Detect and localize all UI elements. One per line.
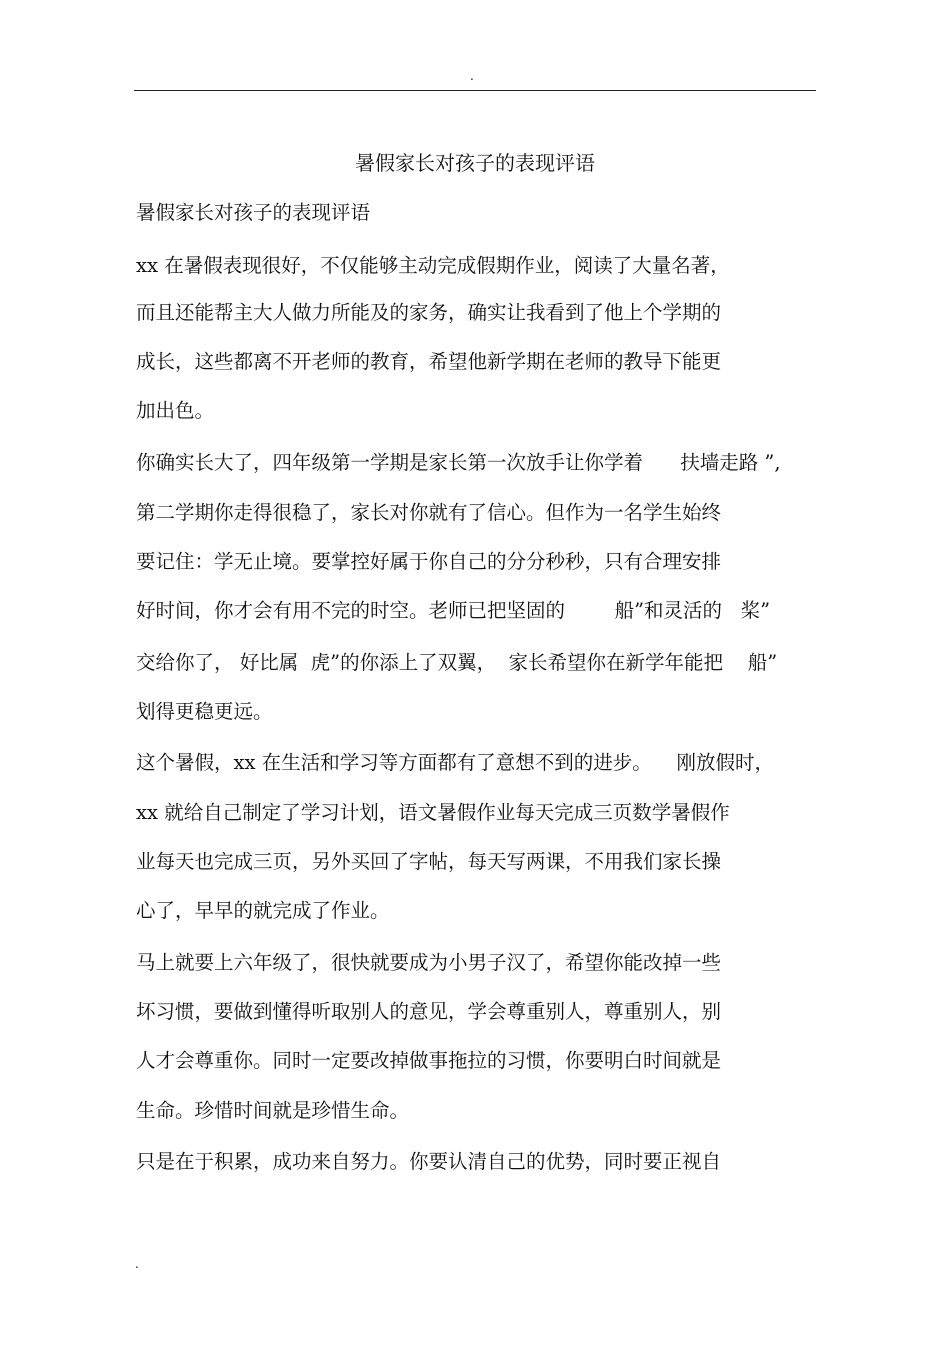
text-line: 你确实长大了，四年级第一学期是家长第一次放手让你学着 扶墙走路 ”, [136,451,781,474]
text-line: xx 就给自己制定了学习计划，语文暑假作业每天完成三页数学暑假作 [136,801,730,824]
text-line: 这个暑假，xx 在生活和学习等方面都有了意想不到的进步。 刚放假时， [136,751,774,774]
text-line: 成长，这些都离不开老师的教育，希望他新学期在老师的教导下能更 [136,350,722,373]
text-line: 马上就要上六年级了，很快就要成为小男子汉了，希望你能改掉一些 [136,951,722,974]
text-line: 只是在于积累，成功来自努力。你要认清自己的优势，同时要正视自 [136,1150,722,1173]
text-line: 划得更稳更远。 [136,700,273,723]
text-line: xx 在暑假表现很好，不仅能够主动完成假期作业，阅读了大量名著， [136,254,730,277]
header-rule [134,90,816,91]
text-line: 暑假家长对孩子的表现评语 [136,201,371,224]
text-line: 业每天也完成三页，另外买回了字帖，每天写两课，不用我们家长操 [136,850,722,873]
text-line: 而且还能帮主大人做力所能及的家务，确实让我看到了他上个学期的 [136,301,722,324]
header-mark: . [470,69,474,83]
text-line: 坏习惯，要做到懂得听取别人的意见，学会尊重别人，尊重别人，别 [136,1000,722,1023]
text-line: 好时间，你才会有用不完的时空。老师已把坚固的 船”和灵活的 桨” [136,599,771,622]
footer-mark: . [135,1257,139,1271]
text-line: 要记住：学无止境。要掌控好属于你自己的分分秒秒，只有合理安排 [136,550,722,573]
text-line: 加出色。 [136,399,215,422]
text-line: 交给你了， 好比属 虎”的你添上了双翼， 家长希望你在新学年能把 船” [136,651,778,674]
text-line: 第二学期你走得很稳了，家长对你就有了信心。但作为一名学生始终 [136,501,722,524]
text-line: 人才会尊重你。同时一定要改掉做事拖拉的习惯，你要明白时间就是 [136,1049,722,1072]
text-line: 生命。珍惜时间就是珍惜生命。 [136,1099,410,1122]
page-title: 暑假家长对孩子的表现评语 [355,151,595,175]
text-line: 心了，早早的就完成了作业。 [136,899,390,922]
